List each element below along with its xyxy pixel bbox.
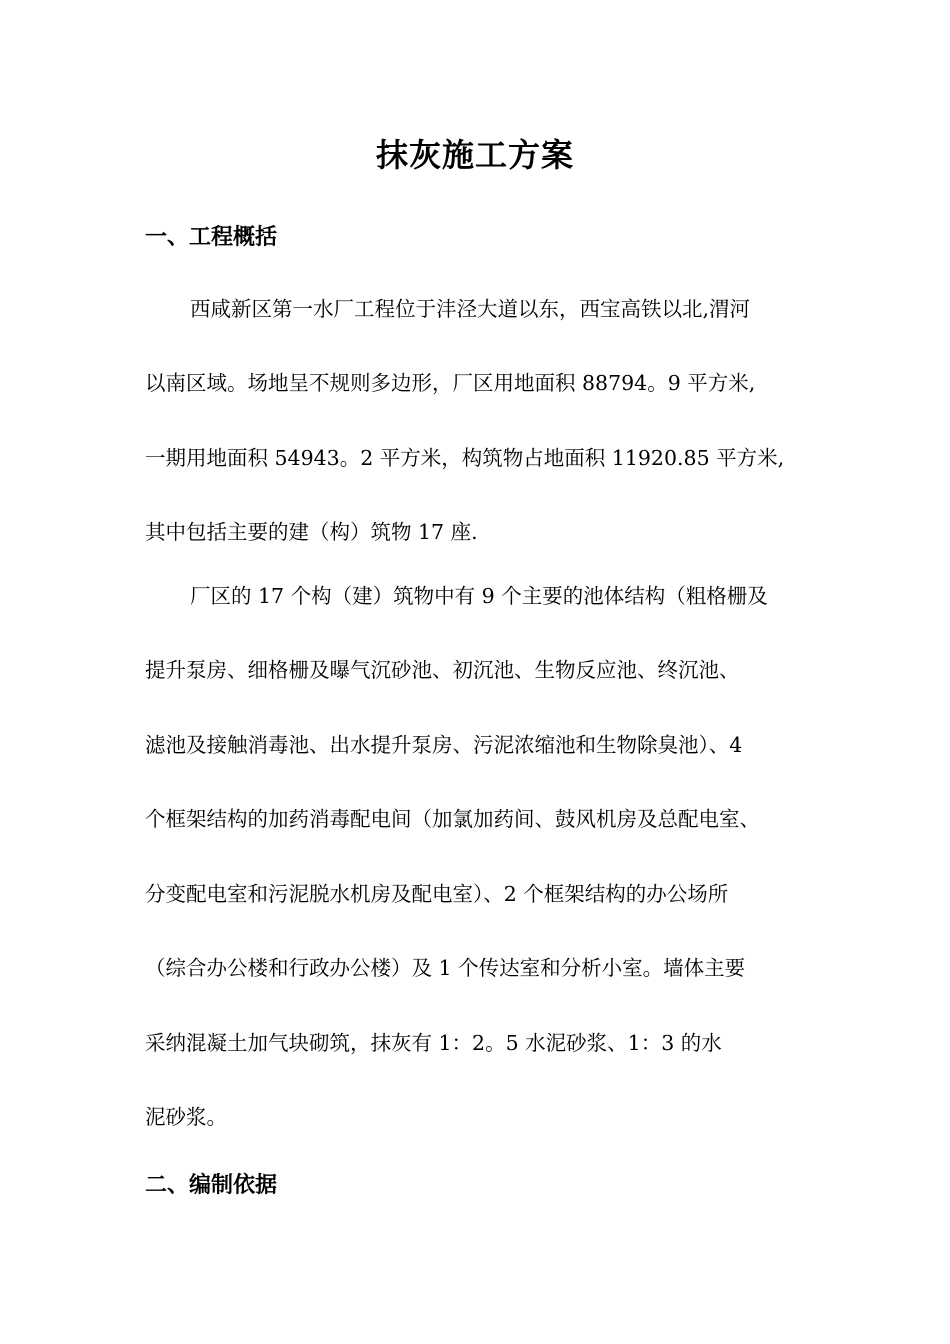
paragraph-line: 滤池及接触消毒池、出水提升泵房、污泥浓缩池和生物除臭池）、4: [145, 733, 743, 757]
paragraph-line: 以南区域。场地呈不规则多边形，厂区用地面积 88794。9 平方米,: [145, 371, 756, 395]
paragraph-line: 西咸新区第一水厂工程位于沣泾大道以东，西宝高铁以北,渭河: [190, 297, 751, 321]
paragraph-line: 一期用地面积 54943。2 平方米，构筑物占地面积 11920.85 平方米,: [145, 446, 785, 470]
section-heading-basis: 二、编制依据: [145, 1173, 278, 1198]
section-heading-overview: 一、工程概括: [145, 225, 278, 250]
paragraph-line: 提升泵房、细格栅及曝气沉砂池、初沉池、生物反应池、终沉池、: [145, 658, 740, 682]
paragraph-line: （综合办公楼和行政办公楼）及 1 个传达室和分析小室。墙体主要: [145, 956, 746, 980]
document-title: 抹灰施工方案: [375, 136, 574, 174]
paragraph-line: 其中包括主要的建（构）筑物 17 座.: [145, 520, 478, 544]
paragraph-line: 厂区的 17 个构（建）筑物中有 9 个主要的池体结构（粗格栅及: [190, 584, 768, 608]
paragraph-line: 泥砂浆。: [145, 1105, 227, 1129]
paragraph-line: 分变配电室和污泥脱水机房及配电室）、2 个框架结构的办公场所: [145, 882, 729, 906]
paragraph-line: 采纳混凝土加气块砌筑，抹灰有 1：2。5 水泥砂浆、1：3 的水: [145, 1031, 722, 1055]
paragraph-line: 个框架结构的加药消毒配电间（加氯加药间、鼓风机房及总配电室、: [145, 807, 760, 831]
